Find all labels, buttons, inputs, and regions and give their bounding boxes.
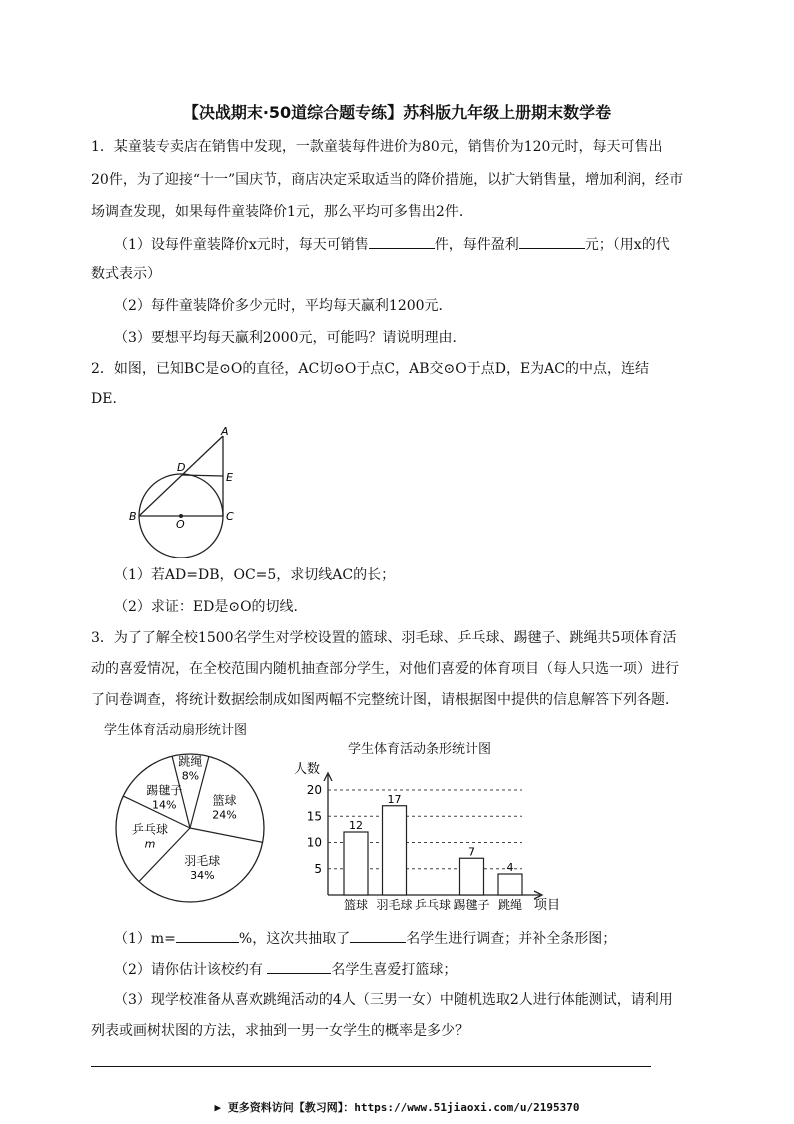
label-o: O: [176, 518, 185, 531]
q2-line-1: 2．如图，已知BC是⊙O的直径，AC切⊙O于点C，AB交⊙O于点D，E为AC的中点，连结: [91, 361, 649, 377]
q3-part-1-a: （1）m=: [114, 931, 176, 947]
pie-slice-label: 乒乓球: [131, 822, 168, 837]
label-a: A: [221, 425, 229, 438]
x-category-label: 乒乓球: [414, 898, 452, 912]
footer-link[interactable]: ▶ 更多资料访问【教习网】：https://www.51jiaoxi.com/u/2195370: [214, 1101, 580, 1114]
x-category-label: 羽毛球: [376, 898, 413, 912]
bar: [498, 874, 522, 895]
q1-part-1: [114, 234, 670, 255]
pie-slice-value: m: [144, 837, 156, 851]
q1-part-3: （3）要想平均每天赢利2000元，可能吗？请说明理由．: [114, 330, 467, 346]
y-tick-label: 20: [306, 783, 322, 797]
circle-tangent-figure: [120, 418, 260, 558]
segment-de: [182, 475, 223, 476]
label-b: B: [129, 510, 137, 523]
q2-part-1: （1）若AD=DB，OC=5，求切线AC的长；: [114, 567, 396, 583]
q3-part-1: [114, 928, 616, 949]
pie-slice-border: [190, 828, 263, 842]
pie-slice-value: 24%: [212, 808, 237, 822]
pie-slice-value: 14%: [152, 798, 177, 812]
q3-part-1-b: %，这次共抽取了: [238, 931, 351, 947]
page-title: 【决战期末·50道综合题专练】苏科版九年级上册期末数学卷: [182, 103, 612, 122]
pie-chart: [100, 738, 280, 918]
q2-part-2: （2）求证：ED是⊙O的切线．: [114, 599, 308, 615]
q3-part-3: （3）现学校准备从喜欢跳绳活动的4人（三男一女）中随机选取2人进行体能测试，请利用: [114, 992, 673, 1008]
y-tick-label: 5: [314, 861, 322, 876]
q1-line-1: 1．某童装专卖店在销售中发现，一款童装每件进价为80元，销售价为120元时，每天可售出: [91, 139, 663, 155]
q3-line-3: 了问卷调查，将统计数据绘制成如图两幅不完整统计图，请根据图中提供的信息解答下列各题．: [91, 692, 679, 708]
y-tick-label: 15: [306, 809, 322, 824]
bar: [344, 832, 368, 895]
pie-slice-value: 34%: [190, 868, 215, 882]
x-category-label: 篮球: [343, 898, 369, 912]
pie-slice-label: 羽毛球: [184, 853, 221, 868]
x-axis-label: 项目: [534, 898, 561, 913]
bar-chart-title: 学生体育活动条形统计图: [348, 742, 492, 757]
q1-part-1-b: 件，每件盈利: [434, 237, 519, 253]
label-d: D: [177, 461, 186, 474]
pie-chart-title: 学生体育活动扇形统计图: [104, 723, 248, 738]
divider: [91, 1066, 651, 1067]
q3-line-1: 3．为了了解全校1500名学生对学校设置的篮球、羽毛球、乒乓球、踢毽子、跳绳共5项体育活: [91, 630, 677, 646]
q1-part-1-cont: 数式表示）: [91, 266, 161, 282]
bar: [460, 858, 484, 895]
bar-value-label: 4: [506, 861, 514, 874]
pie-slice-label: 篮球: [212, 793, 237, 808]
label-c: C: [226, 510, 234, 523]
pie-slice-label: 踢毽子: [146, 783, 183, 798]
q1-part-1-c: 元；（用x的代: [584, 237, 670, 253]
q1-line-2: 20件，为了迎接“十一”国庆节，商店决定采取适当的降价措施，以扩大销售量，增加利润，经市: [91, 172, 684, 188]
y-tick-label: 10: [306, 835, 322, 850]
pie-slice-value: 8%: [181, 769, 200, 783]
answer-blank[interactable]: [369, 234, 435, 249]
q3-line-2: 动的喜爱情况，在全校范围内随机抽查部分学生，对他们喜爱的体育项目（每人只选一项）进行: [91, 661, 679, 677]
q3-part-2-a: （2）请你估计该校约有: [114, 962, 263, 978]
q3-part-1-c: 名学生进行调查；并补全条形图；: [406, 931, 617, 947]
q3-part-2-b: 名学生喜爱打篮球；: [331, 962, 458, 978]
q1-part-1-a: （1）设每件童装降价x元时，每天可销售: [114, 237, 369, 253]
pie-slice-label: 跳绳: [178, 754, 203, 769]
bar: [383, 806, 407, 895]
q3-part-2: [114, 959, 457, 980]
bar-value-label: 12: [349, 819, 363, 832]
x-category-label: 跳绳: [497, 898, 523, 912]
q3-part-3-cont: 列表或画树状图的方法，求抽到一男一女学生的概率是多少？: [91, 1023, 469, 1039]
q1-part-2: （2）每件童装降价多少元时，平均每天赢利1200元．: [114, 298, 453, 314]
q2-line-2: DE．: [91, 391, 127, 407]
label-e: E: [226, 471, 233, 484]
bar-value-label: 17: [387, 792, 402, 806]
answer-blank[interactable]: [350, 928, 406, 943]
bar-chart: [282, 755, 572, 920]
answer-blank[interactable]: [267, 959, 331, 974]
x-category-label: 踢毽子: [453, 898, 490, 912]
y-axis-label: 人数: [294, 762, 321, 777]
answer-blank[interactable]: [176, 928, 239, 943]
bar-value-label: 7: [468, 845, 475, 859]
q1-line-3: 场调查发现，如果每件童装降价1元，那么平均可多售出2件．: [91, 204, 473, 220]
answer-blank[interactable]: [519, 234, 585, 249]
